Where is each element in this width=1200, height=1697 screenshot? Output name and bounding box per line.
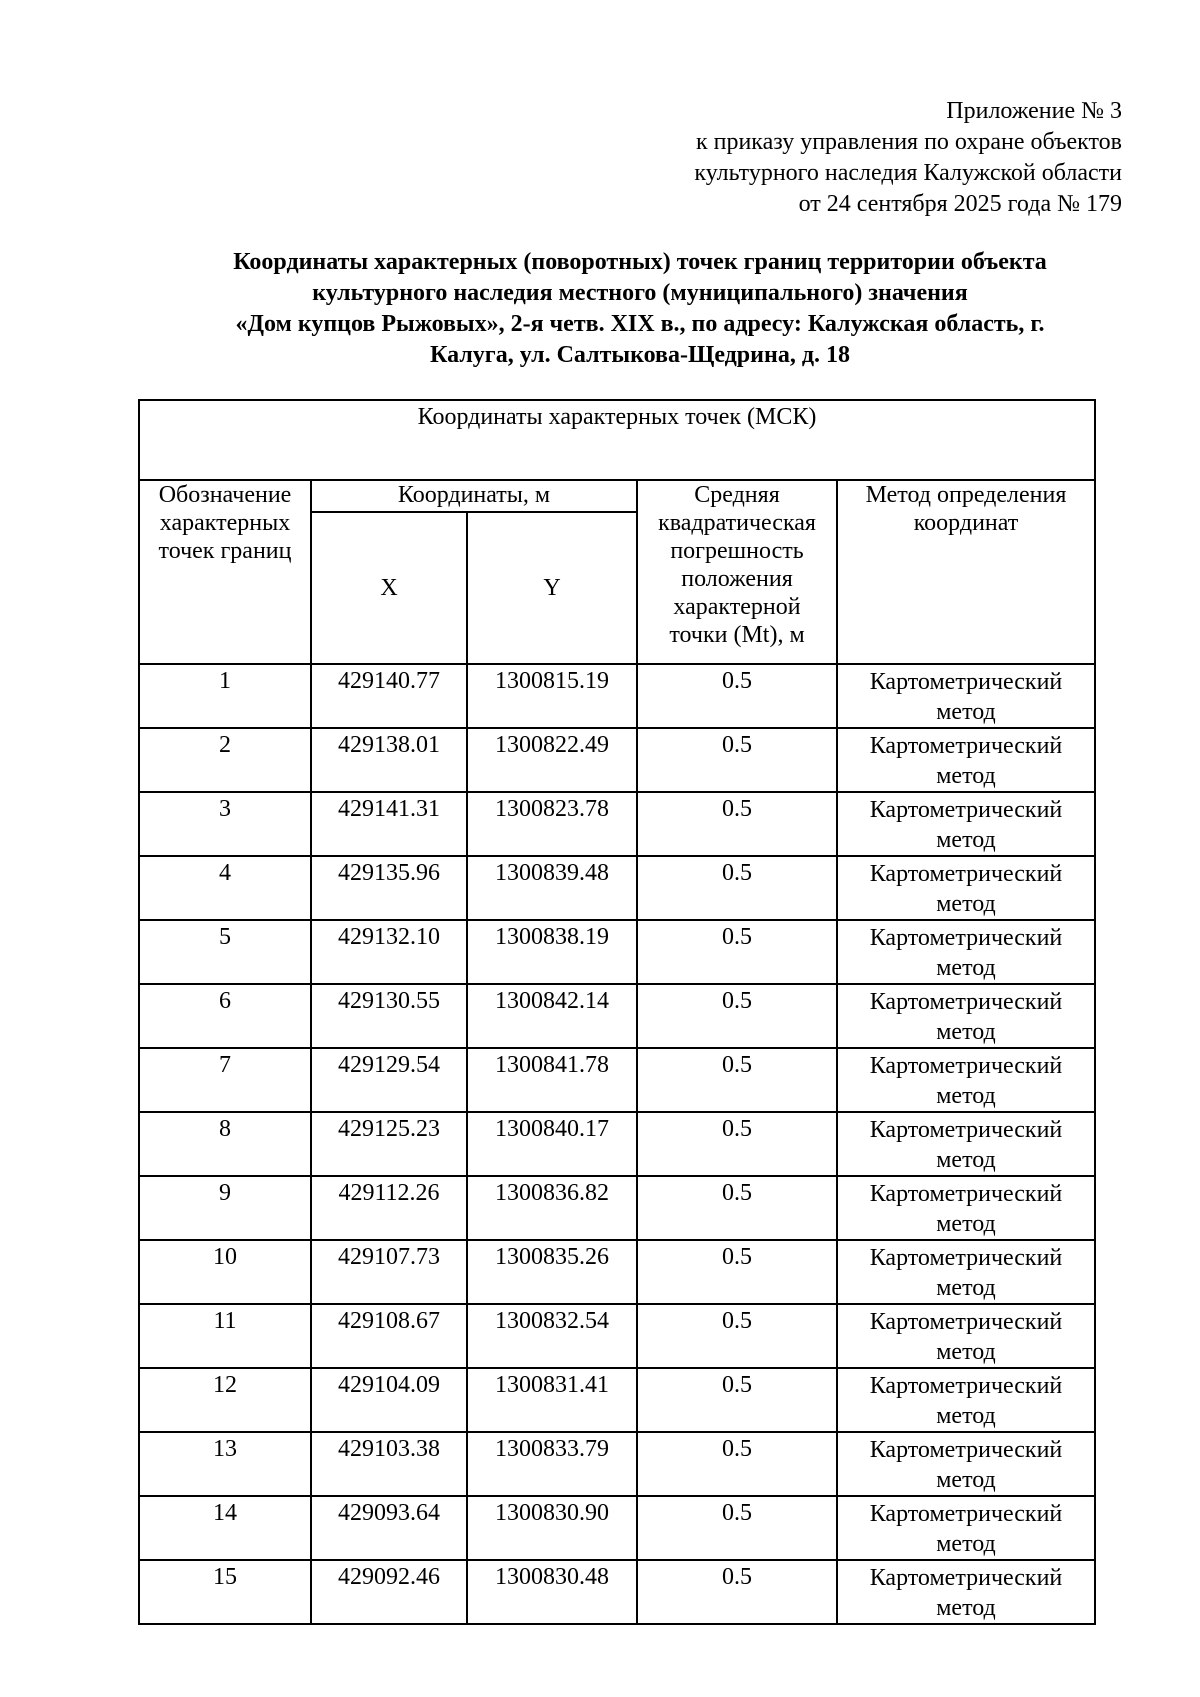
header-method: Метод определения координат	[837, 480, 1095, 664]
point-number-cell: 11	[139, 1304, 311, 1368]
title-line-2: культурного наследия местного (муниципального) значения	[312, 280, 968, 306]
appendix-header	[694, 96, 1122, 220]
method-cell	[837, 1176, 1095, 1240]
order-authority: культурного наследия Калужской области	[694, 160, 1122, 186]
header-y: Y	[467, 512, 637, 664]
point-number-cell: 8	[139, 1112, 311, 1176]
y-coordinate-cell: 1300831.41	[467, 1368, 637, 1432]
x-coordinate-cell: 429141.31	[311, 792, 467, 856]
y-coordinate-cell: 1300822.49	[467, 728, 637, 792]
error-cell: 0.5	[637, 1304, 837, 1368]
error-cell: 0.5	[637, 1240, 837, 1304]
y-coordinate-cell: 1300830.48	[467, 1560, 637, 1624]
method-text-line-2: метод	[936, 1147, 996, 1173]
method-cell	[837, 856, 1095, 920]
error-cell: 0.5	[637, 1112, 837, 1176]
x-coordinate-cell: 429129.54	[311, 1048, 467, 1112]
appendix-number: Приложение № 3	[946, 98, 1122, 124]
method-text-line-2: метод	[936, 1531, 996, 1557]
method-text-line-1: Картометрический	[869, 1565, 1063, 1591]
error-cell: 0.5	[637, 1176, 837, 1240]
table-row	[139, 984, 1095, 1048]
error-cell: 0.5	[637, 1560, 837, 1624]
table-caption-row	[139, 400, 1095, 480]
y-coordinate-cell: 1300833.79	[467, 1432, 637, 1496]
method-text-line-1: Картометрический	[869, 1181, 1063, 1207]
y-coordinate-cell: 1300835.26	[467, 1240, 637, 1304]
table-row	[139, 1176, 1095, 1240]
table-row	[139, 1048, 1095, 1112]
method-text-line-1: Картометрический	[869, 989, 1063, 1015]
error-cell: 0.5	[637, 920, 837, 984]
y-coordinate-cell: 1300842.14	[467, 984, 637, 1048]
table-row	[139, 1432, 1095, 1496]
method-cell	[837, 1368, 1095, 1432]
x-coordinate-cell: 429092.46	[311, 1560, 467, 1624]
point-number-cell: 10	[139, 1240, 311, 1304]
table-row	[139, 1496, 1095, 1560]
method-cell	[837, 1496, 1095, 1560]
x-coordinate-cell: 429107.73	[311, 1240, 467, 1304]
x-coordinate-cell: 429132.10	[311, 920, 467, 984]
order-reference: к приказу управления по охране объектов	[695, 129, 1122, 155]
coordinates-table	[138, 399, 1096, 1625]
x-coordinate-cell: 429108.67	[311, 1304, 467, 1368]
method-text-line-2: метод	[936, 1083, 996, 1109]
method-text-line-2: метод	[936, 955, 996, 981]
error-cell: 0.5	[637, 856, 837, 920]
method-cell	[837, 920, 1095, 984]
header-coordinates: Координаты, м	[311, 480, 637, 512]
x-coordinate-cell: 429103.38	[311, 1432, 467, 1496]
method-cell	[837, 1112, 1095, 1176]
method-text-line-1: Картометрический	[869, 669, 1063, 695]
error-cell: 0.5	[637, 1432, 837, 1496]
method-text-line-1: Картометрический	[869, 1245, 1063, 1271]
title-line-3: «Дом купцов Рыжовых», 2-я четв. XIX в., по адресу: Калужская область, г.	[235, 311, 1045, 337]
y-coordinate-cell: 1300823.78	[467, 792, 637, 856]
method-cell	[837, 664, 1095, 728]
point-number-cell: 15	[139, 1560, 311, 1624]
table-row	[139, 792, 1095, 856]
point-number-cell: 14	[139, 1496, 311, 1560]
title-line-4: Калуга, ул. Салтыкова-Щедрина, д. 18	[430, 342, 850, 368]
title-line-1: Координаты характерных (поворотных) точек границ территории объекта	[233, 249, 1047, 275]
method-cell	[837, 1432, 1095, 1496]
method-cell	[837, 1560, 1095, 1624]
y-coordinate-cell: 1300815.19	[467, 664, 637, 728]
error-cell: 0.5	[637, 1368, 837, 1432]
point-number-cell: 6	[139, 984, 311, 1048]
y-coordinate-cell: 1300841.78	[467, 1048, 637, 1112]
method-text-line-1: Картометрический	[869, 1501, 1063, 1527]
method-cell	[837, 728, 1095, 792]
table-row	[139, 728, 1095, 792]
y-coordinate-cell: 1300836.82	[467, 1176, 637, 1240]
method-text-line-2: метод	[936, 1339, 996, 1365]
method-cell	[837, 1240, 1095, 1304]
point-number-cell: 13	[139, 1432, 311, 1496]
x-coordinate-cell: 429138.01	[311, 728, 467, 792]
error-cell: 0.5	[637, 1048, 837, 1112]
header-point: Обозначение характерных точек границ	[139, 480, 311, 664]
point-number-cell: 3	[139, 792, 311, 856]
method-cell	[837, 792, 1095, 856]
method-text-line-1: Картометрический	[869, 1373, 1063, 1399]
table-row	[139, 1304, 1095, 1368]
table-row	[139, 664, 1095, 728]
point-number-cell: 12	[139, 1368, 311, 1432]
point-number-cell: 2	[139, 728, 311, 792]
table-row	[139, 1368, 1095, 1432]
error-cell: 0.5	[637, 1496, 837, 1560]
table-header-row	[139, 480, 1095, 512]
table-row	[139, 856, 1095, 920]
x-coordinate-cell: 429130.55	[311, 984, 467, 1048]
method-text-line-2: метод	[936, 699, 996, 725]
point-number-cell: 5	[139, 920, 311, 984]
y-coordinate-cell: 1300830.90	[467, 1496, 637, 1560]
method-text-line-2: метод	[936, 1211, 996, 1237]
x-coordinate-cell: 429135.96	[311, 856, 467, 920]
method-cell	[837, 1048, 1095, 1112]
error-cell: 0.5	[637, 664, 837, 728]
method-text-line-1: Картометрический	[869, 733, 1063, 759]
table-row	[139, 1560, 1095, 1624]
table-row	[139, 920, 1095, 984]
method-text-line-1: Картометрический	[869, 1309, 1063, 1335]
x-coordinate-cell: 429140.77	[311, 664, 467, 728]
method-text-line-2: метод	[936, 1275, 996, 1301]
document-title	[150, 247, 1130, 371]
y-coordinate-cell: 1300832.54	[467, 1304, 637, 1368]
method-text-line-2: метод	[936, 891, 996, 917]
x-coordinate-cell: 429093.64	[311, 1496, 467, 1560]
table-caption: Координаты характерных точек (МСК)	[139, 400, 1095, 480]
table-row	[139, 1112, 1095, 1176]
point-number-cell: 4	[139, 856, 311, 920]
method-text-line-2: метод	[936, 1595, 996, 1621]
y-coordinate-cell: 1300839.48	[467, 856, 637, 920]
x-coordinate-cell: 429104.09	[311, 1368, 467, 1432]
x-coordinate-cell: 429112.26	[311, 1176, 467, 1240]
method-text-line-2: метод	[936, 763, 996, 789]
point-number-cell: 9	[139, 1176, 311, 1240]
x-coordinate-cell: 429125.23	[311, 1112, 467, 1176]
error-cell: 0.5	[637, 728, 837, 792]
error-cell: 0.5	[637, 792, 837, 856]
method-text-line-2: метод	[936, 1467, 996, 1493]
header-x: X	[311, 512, 467, 664]
order-date: от 24 сентября 2025 года № 179	[798, 191, 1122, 217]
method-cell	[837, 984, 1095, 1048]
method-text-line-1: Картометрический	[869, 1437, 1063, 1463]
method-text-line-1: Картометрический	[869, 1053, 1063, 1079]
method-text-line-1: Картометрический	[869, 861, 1063, 887]
header-error: Средняя квадратическая погрешность положения характерной точки (Mt), м	[637, 480, 837, 664]
method-text-line-2: метод	[936, 827, 996, 853]
table-row	[139, 1240, 1095, 1304]
method-text-line-2: метод	[936, 1403, 996, 1429]
y-coordinate-cell: 1300838.19	[467, 920, 637, 984]
method-text-line-1: Картометрический	[869, 797, 1063, 823]
y-coordinate-cell: 1300840.17	[467, 1112, 637, 1176]
method-text-line-1: Картометрический	[869, 925, 1063, 951]
method-text-line-2: метод	[936, 1019, 996, 1045]
point-number-cell: 1	[139, 664, 311, 728]
point-number-cell: 7	[139, 1048, 311, 1112]
error-cell: 0.5	[637, 984, 837, 1048]
method-text-line-1: Картометрический	[869, 1117, 1063, 1143]
method-cell	[837, 1304, 1095, 1368]
